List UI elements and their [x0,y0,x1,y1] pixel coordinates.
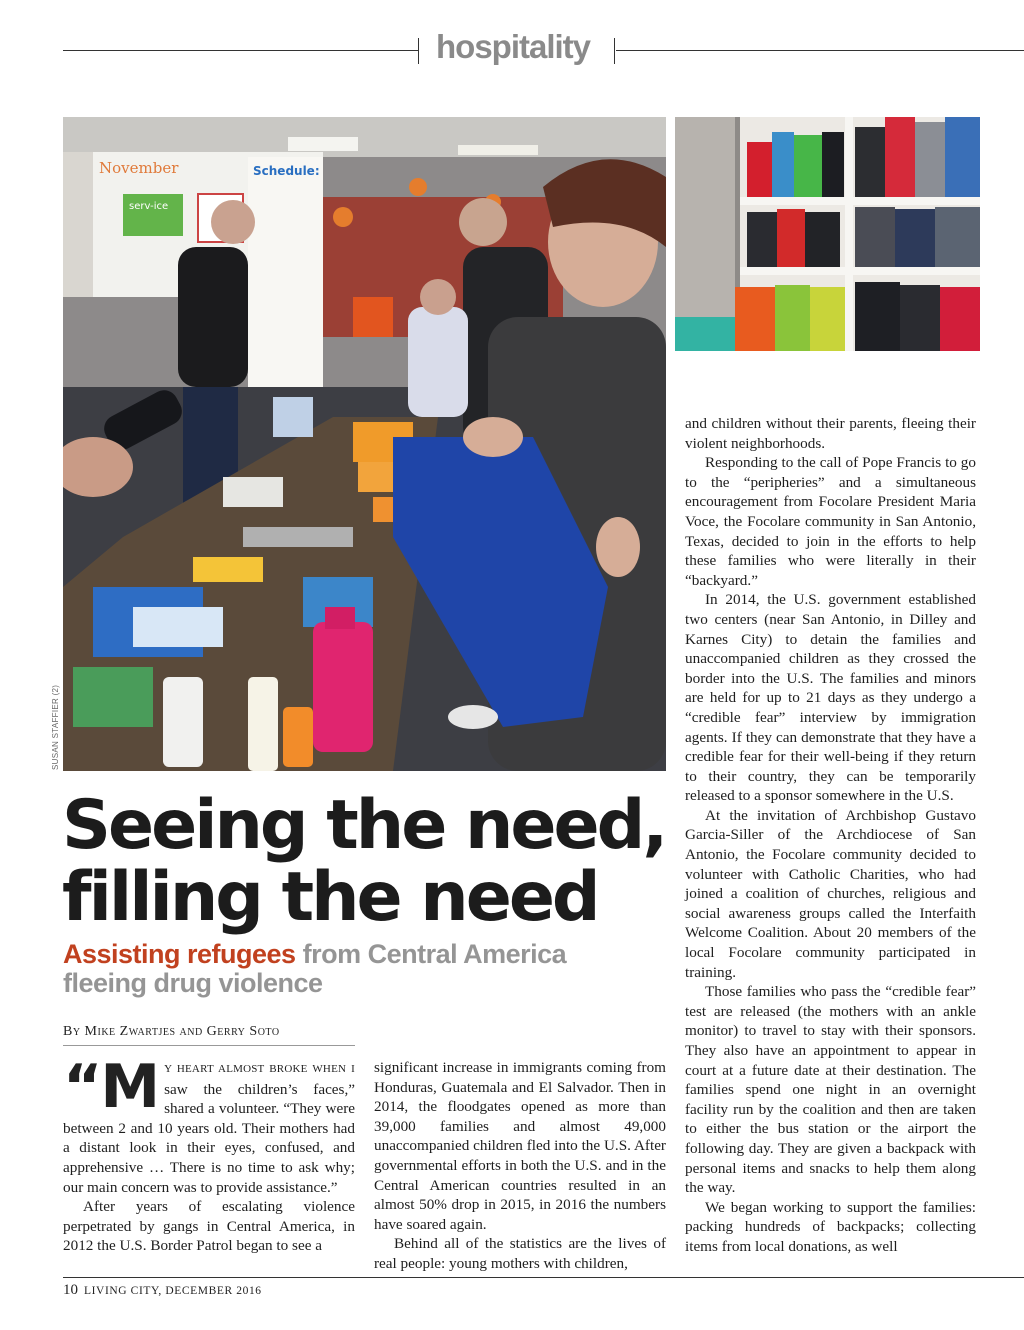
headline-line-1: Seeing the need, [62,786,666,865]
paragraph: In 2014, the U.S. government established two centers (near San Antonio, in Dilley and Karnes City) to detain the families and unaccompanied children as they crossed the border into the U.S. The families and minors are held for up to 21 days as they undergo a “credible fear” interview by immigration agents. If they can demonstrate that they have a credible fear for their well-being if they return to their country, they can be temporarily released to a sponsor somewhere in the U.S. [685,591,976,805]
lead-small-caps: Y HEART ALMOST BROKE WHEN I [164,1063,355,1075]
lead-paragraph [63,1052,355,1197]
page-footer [63,1282,262,1299]
article-column-3 [685,414,976,1257]
byline-rule [63,1045,355,1046]
publication-info: LIVING CITY, DECEMBER 2016 [84,1285,262,1297]
side-photo-backpacks [675,117,980,351]
page-number: 10 [63,1282,78,1298]
paragraph: Responding to the call of Pope Francis to go to the “peripheries” and a simultaneous encouragement from Focolare President Maria Voce, the Focolare community in San Antonio, Texas, decided to join in the efforts to help these families who were literally in their “backyard.” [685,454,976,589]
photo-credit: SUSAN STAFFIER (2) [51,684,60,770]
headline-line-2: filling the need [62,858,598,937]
byline: By Mike Zwartjes and Gerry Soto [63,1024,280,1039]
paragraph: Behind all of the statistics are the lives of real people: young mothers with children, [374,1235,666,1272]
section-label: hospitality [436,28,591,65]
paragraph: significant increase in immigrants coming from Honduras, Guatemala and El Salvador. Then in 2014, the floodgates opened as more than 39,000 families and almost 49,000 unaccompanied children fled into the U.S. After governmental efforts in both the U.S. and in the Central American countries resulted in an almost 50% drop in 2015, in 2016 the numbers have soared again. [374,1059,666,1233]
sign-november: November [99,159,179,177]
paragraph: We began working to support the families: packing hundreds of backpacks; collecting items from local donations, as well [685,1198,976,1255]
paragraph: After years of escalating violence perpetrated by gangs in Central America, in 2012 the U.S. Border Patrol began to see a [63,1198,355,1255]
header-rule-right [616,50,1024,51]
sign-service: serv-ice [129,201,169,212]
subhead-rest: from Central America fleeing drug violence [63,939,567,998]
header-rule-left [63,50,418,51]
paragraph: and children without their parents, fleeing their violent neighborhoods. [685,415,976,452]
header-divider-left [418,38,419,64]
main-photo-volunteers [63,117,666,771]
paragraph: Those families who pass the “credible fear” test are released (the mothers with an ankle monitor) to travel to stay with their sponsors. They also have an appointment to appear in court at a future date at their destination. The families spend one night in an overnight facility run by the coalition and then are taken to either the bus station or the airport the following day. They are given a backpack with personal items and snacks to help them along the way. [685,983,976,1197]
subhead-accent: Assisting refugees [63,939,296,969]
article-column-1 [63,1052,355,1256]
sign-schedule: Schedule: [253,164,320,178]
lead-text: saw the children’s faces,” shared a volunteer. “They were between 2 and 10 years old. Their mothers had a distant look in their eyes, confused, and apprehensive … There is no time to ask why; our main concern was to provide assistance.” [63,1080,355,1196]
paragraph: At the invitation of Archbishop Gustavo Garcia-Siller of the Archdiocese of San Antonio, the Focolare community decided to volunteer with Catholic Charities, who had joined a coalition of churches, religious and social awareness groups called the Interfaith Welcome Coalition. About 20 members of the local Focolare community participated in training. [685,806,976,981]
headline [62,786,682,937]
header-divider-right [614,38,615,64]
drop-cap: “M [63,1052,159,1122]
subhead [63,940,643,998]
footer-rule [63,1277,1024,1278]
article-column-2 [374,1058,666,1274]
